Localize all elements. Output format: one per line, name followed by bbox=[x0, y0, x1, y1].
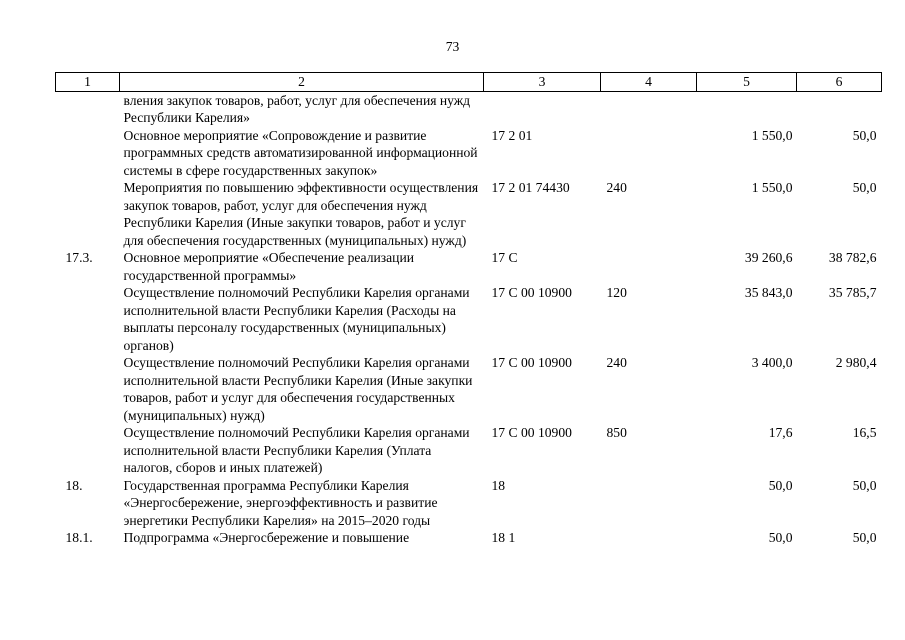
table-row bbox=[56, 354, 882, 424]
row-number bbox=[56, 91, 120, 127]
row-name: Осуществление полномочий Республики Карелия органами исполнительной власти Республики Карелия (Иные закупки товаров, работ и услуг для обеспечения государственных (муниципальных) нужд) bbox=[123, 355, 473, 423]
row-code: 17 С 00 10900 bbox=[491, 425, 572, 440]
row-expense-type: 120 bbox=[606, 285, 627, 300]
column-header-3: 3 bbox=[484, 73, 601, 92]
row-code: 17 С bbox=[491, 250, 518, 265]
row-number bbox=[56, 354, 120, 424]
row-code: 17 С 00 10900 bbox=[491, 355, 572, 370]
row-expense-type bbox=[601, 249, 697, 284]
row-sum-planned: 50,0 bbox=[768, 477, 793, 493]
row-name: Подпрограмма «Энергосбережение и повышение bbox=[123, 530, 410, 545]
row-expense-type bbox=[601, 477, 697, 530]
page-number: 73 bbox=[445, 39, 460, 54]
table-row bbox=[56, 249, 882, 284]
row-expense-type: 240 bbox=[606, 355, 627, 370]
row-sum-actual: 35 785,7 bbox=[828, 285, 877, 300]
row-name: вления закупок товаров, работ, услуг для обеспечения нужд Республики Карелия» bbox=[123, 92, 471, 125]
row-sum-planned: 17,6 bbox=[768, 425, 793, 440]
row-sum-planned: 50,0 bbox=[768, 530, 793, 545]
row-code: 17 С 00 10900 bbox=[491, 285, 572, 300]
row-sum-planned bbox=[697, 91, 797, 127]
row-sum-actual: 2 980,4 bbox=[835, 355, 877, 370]
row-sum-planned: 39 260,6 bbox=[744, 250, 793, 265]
row-number bbox=[56, 179, 120, 249]
row-expense-type bbox=[601, 529, 697, 547]
row-number bbox=[56, 424, 120, 477]
column-number-header bbox=[56, 73, 882, 92]
row-name: Осуществление полномочий Республики Карелия органами исполнительной власти Республики Карелия (Уплата налогов, сборов и иных платежей) bbox=[123, 425, 470, 475]
row-expense-type: 850 bbox=[606, 425, 627, 440]
table-row bbox=[56, 424, 882, 477]
row-expense-type: 240 bbox=[606, 180, 627, 195]
table-row bbox=[56, 91, 882, 127]
column-header-5: 5 bbox=[697, 73, 797, 92]
row-number bbox=[56, 284, 120, 354]
column-header-6: 6 bbox=[797, 73, 882, 92]
row-sum-actual: 50,0 bbox=[852, 180, 877, 195]
row-number: 18. bbox=[65, 477, 83, 493]
row-sum-planned: 3 400,0 bbox=[751, 355, 793, 370]
row-name: Мероприятия по повышению эффективности осуществления закупок товаров, работ, услуг для обеспечения нужд Республики Карелия (Иные закупки товаров, работ и услуг для обеспечения государственных (муниципальных) нужд) bbox=[123, 180, 479, 248]
column-header-4: 4 bbox=[601, 73, 697, 92]
row-sum-actual: 50,0 bbox=[852, 530, 877, 545]
row-name: Основное мероприятие «Сопровождение и развитие программных средств автоматизированной информационной системы в сфере государственных закупок» bbox=[123, 127, 478, 178]
table-row-program-total bbox=[56, 477, 882, 530]
row-name: Осуществление полномочий Республики Карелия органами исполнительной власти Республики Карелия (Расходы на выплаты персоналу государственных (муниципальных) органов) bbox=[123, 285, 470, 353]
row-name: Основное мероприятие «Обеспечение реализации государственной программы» bbox=[123, 250, 415, 283]
row-sum-actual: 50,0 bbox=[852, 127, 877, 143]
table-row bbox=[56, 284, 882, 354]
row-number: 17.3. bbox=[65, 250, 93, 265]
row-number bbox=[56, 127, 120, 180]
row-expense-type bbox=[601, 127, 697, 180]
row-code: 18 1 bbox=[491, 530, 516, 545]
row-sum-planned: 1 550,0 bbox=[751, 127, 793, 143]
row-expense-type bbox=[601, 91, 697, 127]
table-row bbox=[56, 127, 882, 180]
row-code bbox=[484, 91, 601, 127]
row-sum-planned: 35 843,0 bbox=[744, 285, 793, 300]
row-code: 17 2 01 bbox=[491, 127, 533, 143]
row-sum-planned: 1 550,0 bbox=[751, 180, 793, 195]
row-name: Государственная программа Республики Карелия «Энергосбережение, энергоэффективность и развитие энергетики Республики Карелия» на 2015–2020 годы bbox=[123, 477, 438, 528]
row-sum-actual: 16,5 bbox=[852, 425, 877, 440]
row-number: 18.1. bbox=[65, 530, 93, 545]
column-header-1: 1 bbox=[56, 73, 120, 92]
table-row bbox=[56, 179, 882, 249]
table-row bbox=[56, 529, 882, 547]
row-sum-actual bbox=[797, 91, 882, 127]
row-sum-actual: 50,0 bbox=[852, 477, 877, 493]
row-code: 18 bbox=[491, 477, 506, 493]
row-code: 17 2 01 74430 bbox=[491, 180, 570, 195]
budget-table bbox=[55, 72, 882, 547]
column-header-2: 2 bbox=[120, 73, 484, 92]
row-sum-actual: 38 782,6 bbox=[828, 250, 877, 265]
